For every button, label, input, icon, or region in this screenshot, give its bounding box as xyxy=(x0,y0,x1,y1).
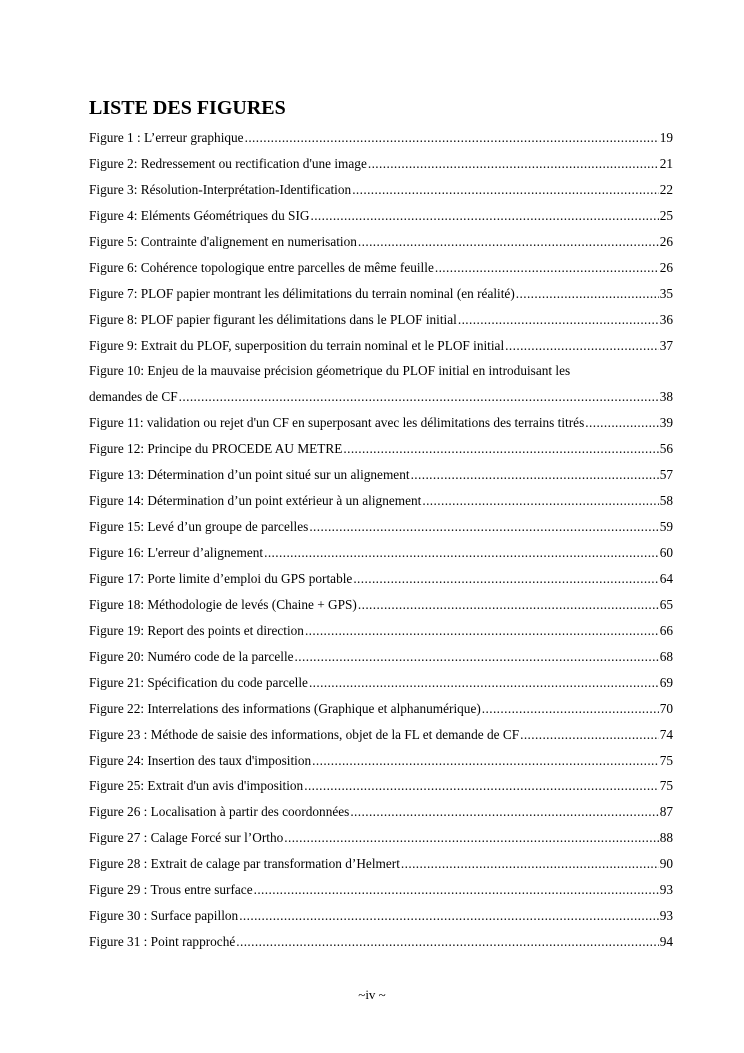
entry-page-number: 75 xyxy=(659,752,673,768)
entry-label: demandes de CF xyxy=(89,389,178,405)
toc-entry[interactable] xyxy=(89,488,673,514)
toc-entry-multiline[interactable] xyxy=(89,358,673,410)
entry-page-number: 25 xyxy=(659,207,673,223)
entry-label: Figure 23 : Méthode de saisie des informations, objet de la FL et demande de CF xyxy=(89,726,520,742)
dot-leader xyxy=(520,722,659,748)
toc-entry[interactable] xyxy=(89,877,673,903)
entry-page-number: 26 xyxy=(659,233,673,249)
entry-label: Figure 3: Résolution-Interprétation-Identification xyxy=(89,181,352,197)
toc-entry[interactable] xyxy=(89,592,673,618)
entry-page-number: 57 xyxy=(659,467,673,483)
dot-leader xyxy=(284,825,658,851)
entry-page-number: 21 xyxy=(659,155,673,171)
dot-leader xyxy=(482,696,659,722)
toc-entry[interactable] xyxy=(89,618,673,644)
entry-page-number: 74 xyxy=(659,726,673,742)
dot-leader xyxy=(264,540,659,566)
entry-page-number: 65 xyxy=(659,596,673,612)
entry-page-number: 88 xyxy=(659,830,673,846)
toc-entry[interactable] xyxy=(89,566,673,592)
entry-label: Figure 6: Cohérence topologique entre parcelles de même feuille xyxy=(89,259,434,275)
entry-label: Figure 18: Méthodologie de levés (Chaine + GPS) xyxy=(89,596,357,612)
entry-page-number: 90 xyxy=(659,856,673,872)
dot-leader xyxy=(358,592,659,618)
entry-page-number: 59 xyxy=(659,519,673,535)
entry-label: Figure 16: L'erreur d’alignement xyxy=(89,545,264,560)
entry-page-number: 64 xyxy=(659,570,673,586)
entry-page-number: 19 xyxy=(659,130,673,145)
entry-page-number: 66 xyxy=(659,622,673,638)
entry-label: Figure 19: Report des points et direction xyxy=(89,622,304,638)
dot-leader xyxy=(585,410,658,436)
toc-entry[interactable] xyxy=(89,670,673,696)
toc-entry[interactable] xyxy=(89,177,673,203)
entry-page-number: 26 xyxy=(659,259,673,275)
entry-label: Figure 14: Détermination d’un point extérieur à un alignement xyxy=(89,493,422,509)
dot-leader xyxy=(411,462,659,488)
dot-leader xyxy=(179,384,659,410)
list-of-figures xyxy=(89,125,673,955)
dot-leader xyxy=(304,773,658,799)
toc-entry[interactable] xyxy=(89,799,673,825)
dot-leader xyxy=(358,229,659,255)
dot-leader xyxy=(516,281,659,307)
toc-entry[interactable] xyxy=(89,125,673,151)
entry-page-number: 75 xyxy=(659,778,673,794)
entry-page-number: 22 xyxy=(659,181,673,197)
dot-leader xyxy=(343,436,658,462)
toc-entry[interactable] xyxy=(89,462,673,488)
toc-entry[interactable] xyxy=(89,644,673,670)
toc-entry[interactable] xyxy=(89,696,673,722)
entry-label: Figure 30 : Surface papillon xyxy=(89,908,239,924)
entry-label: Figure 13: Détermination d’un point situé sur un alignement xyxy=(89,467,410,483)
entry-page-number: 36 xyxy=(659,311,673,327)
toc-entry[interactable] xyxy=(89,903,673,929)
entry-label: Figure 21: Spécification du code parcelle xyxy=(89,674,308,690)
entry-page-number: 37 xyxy=(659,337,673,353)
entry-label: Figure 24: Insertion des taux d'imposition xyxy=(89,752,312,768)
dot-leader xyxy=(435,255,659,281)
entry-page-number: 94 xyxy=(659,934,673,950)
entry-label: Figure 4: Eléments Géométriques du SIG xyxy=(89,207,310,223)
entry-page-number: 70 xyxy=(659,700,673,716)
dot-leader xyxy=(309,670,659,696)
entry-label: Figure 9: Extrait du PLOF, superposition du terrain nominal et le PLOF initial xyxy=(89,337,505,353)
entry-page-number: 56 xyxy=(659,441,673,457)
dot-leader xyxy=(352,177,659,203)
dot-leader xyxy=(422,488,658,514)
entry-label: Figure 17: Porte limite d’emploi du GPS portable xyxy=(89,570,353,586)
entry-label: Figure 22: Interrelations des informations (Graphique et alphanumérique) xyxy=(89,700,481,716)
dot-leader xyxy=(245,125,659,151)
toc-entry[interactable] xyxy=(89,410,673,436)
entry-label: Figure 26 : Localisation à partir des coordonnées xyxy=(89,804,350,820)
dot-leader xyxy=(310,203,658,229)
entry-page-number: 58 xyxy=(659,493,673,509)
entry-label: Figure 12: Principe du PROCEDE AU METRE xyxy=(89,441,343,457)
entry-label: Figure 15: Levé d’un groupe de parcelles xyxy=(89,519,309,535)
entry-page-number: 87 xyxy=(659,804,673,820)
entry-label: Figure 2: Redressement ou rectification d'une image xyxy=(89,155,367,171)
toc-entry[interactable] xyxy=(89,773,673,799)
toc-entry[interactable] xyxy=(89,307,673,333)
toc-entry[interactable] xyxy=(89,203,673,229)
entry-page-number: 69 xyxy=(659,674,673,690)
entry-label: Figure 27 : Calage Forcé sur l’Ortho xyxy=(89,830,284,846)
dot-leader xyxy=(239,903,659,929)
entry-label: Figure 29 : Trous entre surface xyxy=(89,882,253,898)
dot-leader xyxy=(305,618,659,644)
page-number-footer: ~iv ~ xyxy=(358,987,386,1002)
toc-entry[interactable] xyxy=(89,281,673,307)
entry-page-number: 68 xyxy=(659,648,673,664)
toc-entry[interactable] xyxy=(89,722,673,748)
dot-leader xyxy=(401,851,659,877)
dot-leader xyxy=(353,566,658,592)
dot-leader xyxy=(254,877,659,903)
dot-leader xyxy=(309,514,658,540)
toc-entry[interactable] xyxy=(89,333,673,359)
entry-label: Figure 20: Numéro code de la parcelle xyxy=(89,648,294,664)
entry-page-number: 39 xyxy=(659,415,673,431)
toc-entry[interactable] xyxy=(89,825,673,851)
toc-entry[interactable] xyxy=(89,851,673,877)
entry-page-number: 35 xyxy=(659,285,673,301)
entry-label-line-2 xyxy=(89,384,673,410)
entry-label: Figure 11: validation ou rejet d'un CF en superposant avec les délimitations des terrains titrés xyxy=(89,415,585,431)
dot-leader xyxy=(312,748,659,774)
entry-label: Figure 31 : Point rapproché xyxy=(89,934,236,950)
toc-entry[interactable] xyxy=(89,151,673,177)
toc-entry[interactable] xyxy=(89,748,673,774)
entry-label: Figure 8: PLOF papier figurant les délimitations dans le PLOF initial xyxy=(89,311,457,327)
page-title: LISTE DES FIGURES xyxy=(89,97,286,119)
dot-leader xyxy=(368,151,659,177)
toc-entry[interactable] xyxy=(89,929,673,955)
dot-leader xyxy=(236,929,658,955)
dot-leader xyxy=(458,307,659,333)
entry-label: Figure 25: Extrait d'un avis d'imposition xyxy=(89,778,304,794)
dot-leader xyxy=(350,799,658,825)
entry-page-number: 60 xyxy=(659,545,673,560)
dot-leader xyxy=(295,644,659,670)
toc-entry[interactable] xyxy=(89,514,673,540)
entry-label: Figure 7: PLOF papier montrant les délimitations du terrain nominal (en réalité) xyxy=(89,285,515,301)
entry-page-number: 93 xyxy=(659,908,673,924)
entry-label: Figure 28 : Extrait de calage par transformation d’Helmert xyxy=(89,856,400,872)
toc-entry[interactable] xyxy=(89,540,673,566)
toc-entry[interactable] xyxy=(89,436,673,462)
toc-entry[interactable] xyxy=(89,229,673,255)
entry-label: Figure 1 : L’erreur graphique xyxy=(89,130,244,145)
entry-label-line-1: Figure 10: Enjeu de la mauvaise précision géometrique du PLOF initial en introduisant les xyxy=(89,363,571,379)
entry-page-number: 38 xyxy=(659,389,673,405)
entry-page-number: 93 xyxy=(659,882,673,898)
dot-leader xyxy=(505,333,659,359)
toc-entry[interactable] xyxy=(89,255,673,281)
entry-label: Figure 5: Contrainte d'alignement en numerisation xyxy=(89,233,357,249)
